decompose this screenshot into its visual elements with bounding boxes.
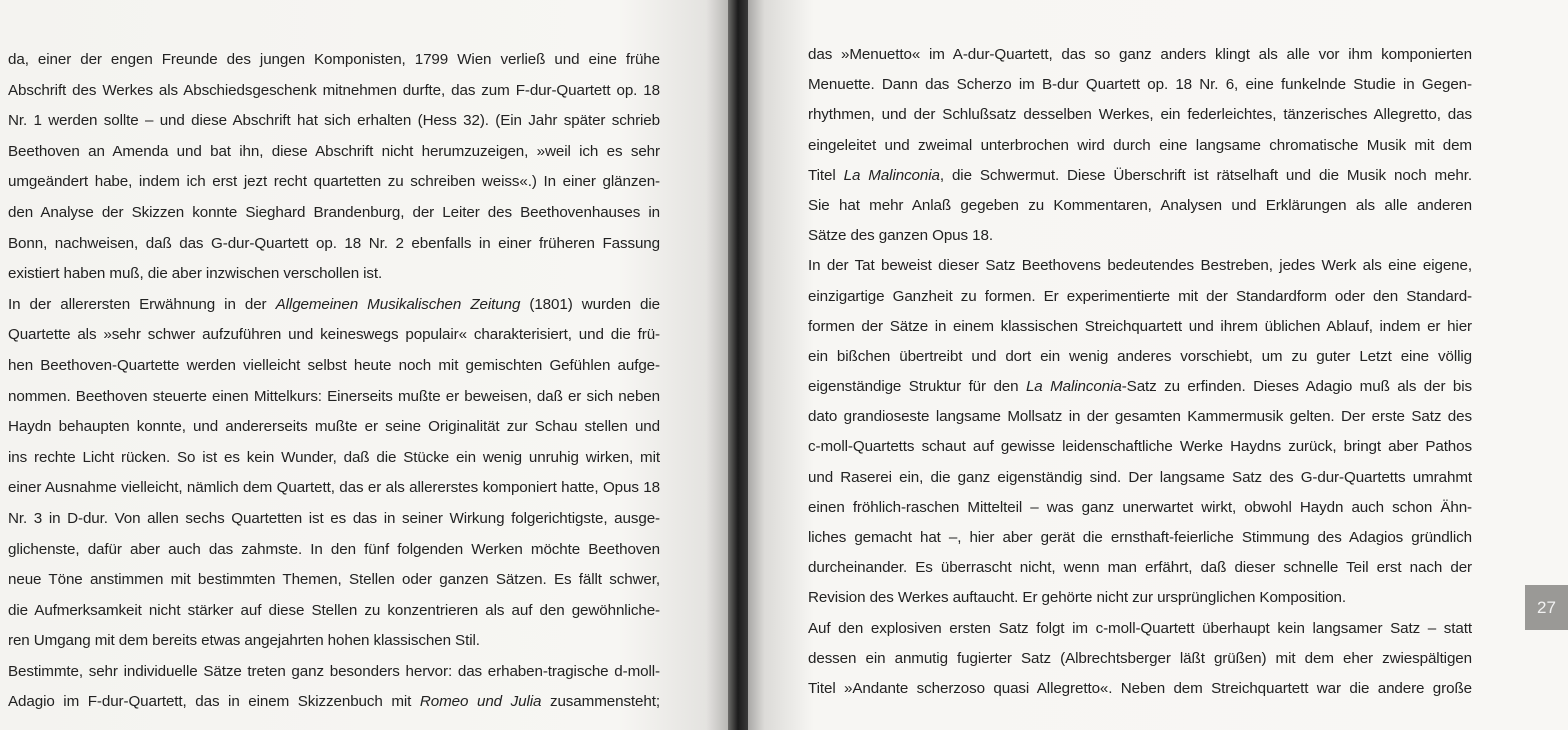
text-segment: eigenständige Struktur für den [808,378,1026,396]
text-segment: und Raserei ein, die ganz eigenständig sind. Der langsame Satz des G-dur-Quartetts umrahmt [808,468,1472,486]
text-line [8,167,660,198]
text-line [808,583,1472,613]
text-segment: Abschrift des Werkes als Abschiedsgeschenk mitnehmen durfte, das zum F-dur-Quartett op. 18 [8,81,660,99]
text-segment: zusammensteht; [541,693,660,711]
text-segment: Revision des Werkes auftaucht. Er gehörte nicht zur ursprünglichen Komposition. [808,589,1347,607]
left-page [0,0,728,730]
text-line [808,674,1472,704]
text-line [808,644,1472,674]
text-segment: ren Umgang mit dem bereits etwas angejahrten hohen klassischen Stil. [8,632,480,650]
text-line [808,372,1472,402]
text-segment: liches gemacht hat –, hier aber gerät die ernsthaft-feierliche Stimmung des Adagios gründlich [808,529,1472,546]
text-segment: einen fröhlich-raschen Mittelteil – was ganz unerwartet wirkt, obwohl Haydn auch schon Ähn- [808,498,1472,516]
text-segment: dessen ein anmutig fugierter Satz (Albrechtsberger läßt grüßen) mit dem eher zwiespältigen [808,649,1472,667]
text-line [8,412,660,443]
text-segment: ins rechte Licht rücken. So ist es kein Wunder, daß die Stücke ein wenig unruhig wirken, mit [8,448,660,466]
text-line [808,402,1472,432]
text-segment: dato grandioseste langsame Mollsatz in der gesamten Kammermusik gelten. Der erste Satz des [808,408,1472,426]
text-segment: Titel »Andante scherzoso quasi Allegretto«. Neben dem Streichquartett war die andere große [808,679,1472,697]
text-segment: existiert haben muß, die aber inzwischen verschollen ist. [8,265,383,283]
text-line [808,131,1472,161]
page-number: 27 [1525,585,1568,630]
text-line [808,282,1472,312]
text-segment: da, einer der engen Freunde des jungen Komponisten, 1799 Wien verließ und eine frühe [8,51,660,68]
text-line [808,493,1472,523]
text-line [8,259,660,290]
text-line [8,198,660,229]
text-segment: neue Töne anstimmen mit bestimmten Themen, Stellen oder ganzen Sätzen. Es fällt schwer, [8,571,660,589]
text-line [8,596,660,627]
text-line [808,614,1472,644]
text-segment: In der allerersten Erwähnung in der [8,295,276,313]
text-segment: Menuette. Dann das Scherzo im B-dur Quartett op. 18 Nr. 6, eine funkelnde Studie in Gegen- [808,76,1472,94]
text-line [808,70,1472,100]
text-segment: (1801) wurden die [520,295,661,313]
text-segment: Nr. 1 werden sollte – und diese Abschrift hat sich erhalten (Hess 32). (Ein Jahr später schrieb [8,112,660,130]
text-line [8,76,660,107]
text-line [8,473,660,504]
text-line [8,137,660,168]
text-line [8,45,660,76]
text-line [808,100,1472,130]
text-segment: Auf den explosiven ersten Satz folgt im c-moll-Quartett überhaupt kein langsamer Satz – statt [808,619,1472,637]
text-segment: Bonn, nachweisen, daß das G-dur-Quartett op. 18 Nr. 2 ebenfalls in einer früheren Fassung [8,234,660,252]
text-line [8,290,660,321]
text-segment: Titel [808,166,844,184]
text-line [8,626,660,657]
text-line [808,221,1472,251]
text-segment: Nr. 3 in D-dur. Von allen sechs Quartetten ist es das in seiner Wirkung folgerichtigste, ausge- [8,509,660,527]
text-segment: umgeändert habe, indem ich erst jezt recht quartetten zu schreiben weiss«.) In einer glänzen- [8,173,660,191]
text-segment: rhythmen, und der Schlußsatz desselben Werkes, ein federleichtes, tänzerisches Allegretto, das [808,106,1472,124]
text-segment: das »Menuetto« im A-dur-Quartett, das so ganz anders klingt als alle vor ihm komponierten [808,46,1472,63]
text-segment: Haydn behaupten konnte, und andererseits mußte er seine Originalität zur Schau stellen und [8,418,660,436]
text-segment: Sie hat mehr Anlaß gegeben zu Kommentaren, Analysen und Erklärungen als alle anderen [808,196,1472,214]
left-page-text [8,45,660,718]
text-line [8,106,660,137]
text-segment: eingeleitet und zweimal unterbrochen wird durch eine langsame chromatische Musik mit dem [808,136,1472,154]
text-line [8,443,660,474]
text-segment: hen Beethoven-Quartette werden vielleicht selbst heute noch mit gemischten Gefühlen aufge- [8,356,660,374]
text-segment: Quartette als »sehr schwer aufzuführen und keineswegs populair« charakterisiert, und die frü- [8,326,660,344]
text-segment: einer Ausnahme vielleicht, nämlich dem Quartett, das er als allererstes komponiert hatte, Opus 18 [8,479,660,497]
text-segment: , die Schwermut. Diese Überschrift ist rätselhaft und die Musik noch mehr. [939,166,1472,184]
text-line [808,523,1472,553]
text-line [8,504,660,535]
text-segment: c-moll-Quartetts schaut auf gewisse leidenschaftliche Werke Haydns zurück, bringt aber Pathos [808,438,1472,456]
text-line [808,251,1472,281]
text-line [8,687,660,718]
italic-title: La Malinconia [843,166,940,184]
text-segment: den Analyse der Skizzen konnte Sieghard Brandenburg, der Leiter des Beethovenhauses in [8,203,660,221]
text-segment: -Satz zu erfinden. Dieses Adagio muß als der bis [1121,378,1472,396]
text-segment: durcheinander. Es überrascht nicht, wenn man erfährt, daß dieser schnelle Teil erst nach der [808,559,1472,577]
text-segment: Sätze des ganzen Opus 18. [808,227,993,245]
right-page [748,0,1568,730]
text-line [8,320,660,351]
text-line [808,191,1472,221]
text-line [808,553,1472,583]
text-line [808,161,1472,191]
text-segment: glichenste, dafür aber auch das zahmste. In den fünf folgenden Werken möchte Beethoven [8,540,660,558]
text-line [8,382,660,413]
italic-title: Allgemeinen Musikalischen Zeitung [275,295,521,313]
text-line [808,342,1472,372]
text-line [808,463,1472,493]
text-line [8,565,660,596]
text-line [8,229,660,260]
italic-title: La Malinconia [1025,378,1122,396]
text-segment: einzigartige Ganzheit zu formen. Er experimentierte mit der Standardform oder den Standard- [808,287,1472,305]
text-line [808,432,1472,462]
text-segment: die Aufmerksamkeit nicht stärker auf diese Stellen zu konzentrieren als auf den gewöhnliche- [8,601,660,619]
text-segment: ein bißchen übertreibt und dort ein wenig anderes vorschiebt, um zu guter Letzt eine völlig [808,347,1472,365]
text-segment: In der Tat beweist dieser Satz Beethovens bedeutendes Bestreben, jedes Werk als eine eigene, [808,257,1472,275]
text-segment: Bestimmte, sehr individuelle Sätze treten ganz besonders hervor: das erhaben-tragische d-moll- [8,662,660,680]
text-segment: Adagio im F-dur-Quartett, das in einem Skizzenbuch mit [8,693,420,711]
text-line [8,657,660,688]
italic-title: Romeo und Julia [419,693,542,711]
text-segment: Beethoven an Amenda und bat ihn, diese Abschrift nicht herumzuzeigen, »weil ich es sehr [8,142,660,160]
text-line [8,535,660,566]
text-segment: nommen. Beethoven steuerte einen Mittelkurs: Einerseits mußte er beweisen, daß er sich neben [8,387,660,405]
book-gutter [728,0,748,730]
right-page-text [808,40,1472,704]
text-line [808,40,1472,70]
text-line [808,312,1472,342]
text-line [8,351,660,382]
text-segment: formen der Sätze in einem klassischen Streichquartett und ihrem üblichen Ablauf, indem er hier [808,317,1472,335]
